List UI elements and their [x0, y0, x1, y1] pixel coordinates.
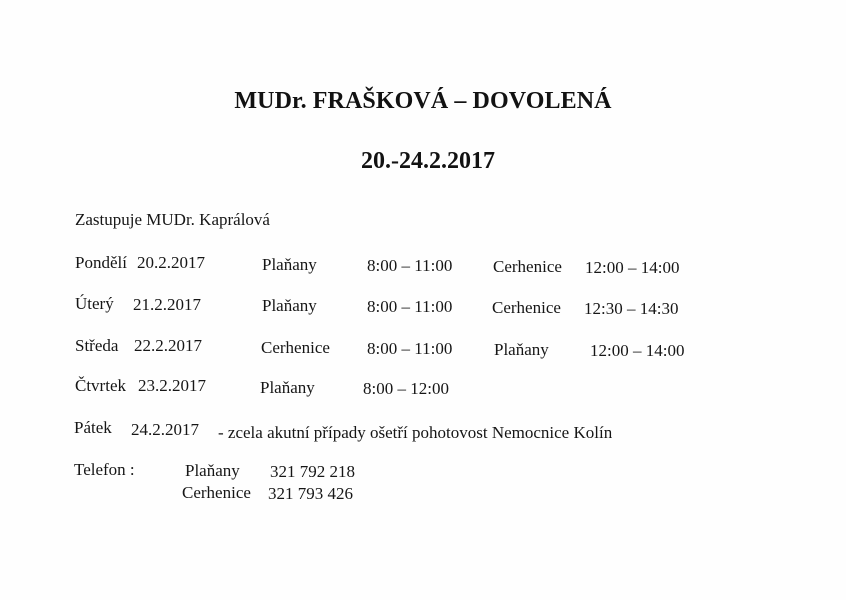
notice-title: MUDr. FRAŠKOVÁ – DOVOLENÁ: [234, 88, 612, 114]
schedule-place-morning: Cerhenice: [261, 338, 330, 357]
schedule-time-morning: 8:00 – 11:00: [367, 339, 453, 358]
schedule-date: 21.2.2017: [133, 295, 201, 314]
friday-note: - zcela akutní případy ošetří pohotovost Nemocnice Kolín: [218, 423, 613, 442]
phone-number: 321 792 218: [270, 462, 355, 481]
schedule-time-afternoon: 12:00 – 14:00: [590, 341, 685, 360]
schedule-place-morning: Plaňany: [260, 378, 315, 397]
schedule-time-afternoon: 12:30 – 14:30: [584, 299, 679, 318]
schedule-day: Úterý: [75, 294, 114, 313]
schedule-place-morning: Plaňany: [262, 255, 317, 274]
schedule-time-morning: 8:00 – 11:00: [367, 256, 453, 275]
vacation-dates: 20.-24.2.2017: [361, 148, 495, 174]
phone-label: Telefon :: [74, 460, 135, 479]
schedule-time-morning: 8:00 – 11:00: [367, 297, 453, 316]
schedule-place-afternoon: Cerhenice: [492, 298, 561, 317]
phone-number: 321 793 426: [268, 484, 353, 503]
schedule-place-afternoon: Cerhenice: [493, 257, 562, 276]
schedule-time-afternoon: 12:00 – 14:00: [585, 258, 680, 277]
schedule-date: 20.2.2017: [137, 253, 205, 272]
schedule-date: 23.2.2017: [138, 376, 206, 395]
substitute-doctor: Zastupuje MUDr. Kaprálová: [75, 210, 270, 229]
schedule-day: Čtvrtek: [75, 376, 126, 395]
schedule-place-morning: Plaňany: [262, 296, 317, 315]
schedule-place-afternoon: Plaňany: [494, 340, 549, 359]
schedule-date: 22.2.2017: [134, 336, 202, 355]
phone-place: Cerhenice: [182, 483, 251, 502]
schedule-time-morning: 8:00 – 12:00: [363, 379, 449, 398]
schedule-day: Středa: [75, 336, 119, 355]
friday-day: Pátek: [74, 418, 112, 437]
phone-place: Plaňany: [185, 461, 240, 480]
schedule-day: Pondělí: [75, 253, 127, 272]
friday-date: 24.2.2017: [131, 420, 199, 439]
